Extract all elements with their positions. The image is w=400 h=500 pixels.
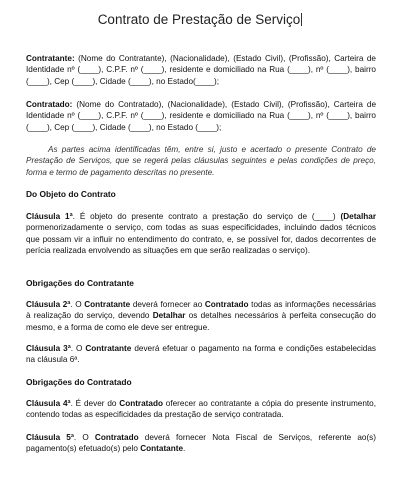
clause-2-bold-b: Contratado bbox=[204, 300, 249, 309]
clause-4-text-a: . É dever do bbox=[70, 399, 120, 408]
preamble-paragraph: As partes acima identificadas têm, entre si, justo e acertado o presente Contrato de Prestação de Serviços, que se regerá pelas cláusulas seguintes e pelas condições de preço, forma e termo de pagamento descritas no presente. bbox=[26, 145, 376, 177]
clause-2-bold-c: Detalhar bbox=[152, 311, 186, 321]
contratado-text: (Nome do Contratado), (Nacionalidade), (Estado Civil), (Profissão), Carteira de Identidade nº (____), C.P.F. nº (____), residente e domiciliado na Rua (____), nº (____), bairro (____), Cep (____), Cidade (____), no Estado (____); bbox=[26, 100, 376, 132]
clause-2 bbox=[26, 299, 376, 333]
contratado-label: Contratado: bbox=[26, 100, 73, 109]
contratante-paragraph bbox=[26, 53, 376, 87]
clause-3-label: Cláusula 3ª bbox=[26, 344, 71, 353]
clause-4-text-b: oferecer ao contratante a cópia do presente instrumento, contendo todas as especificidades da prestação de serviço contratada. bbox=[26, 399, 376, 420]
clause-5-label: Cláusula 5ª bbox=[26, 433, 74, 442]
clause-1-label: Cláusula 1ª bbox=[26, 212, 73, 221]
contratado-paragraph bbox=[26, 99, 376, 133]
clause-5-bold-a: Contratado bbox=[94, 433, 139, 442]
clause-5-text-c: . bbox=[183, 444, 186, 454]
clause-2-text-a: . O bbox=[70, 300, 85, 309]
document-title bbox=[0, 12, 400, 27]
clause-5-text-a: . O bbox=[73, 433, 95, 442]
clause-3-text-a: . O bbox=[70, 344, 86, 353]
section-heading-obrig-contratante: Obrigações do Contratante bbox=[26, 278, 134, 288]
section-heading-obrig-contratado: Obrigações do Contratado bbox=[26, 377, 132, 387]
clause-4-bold-a: Contratado bbox=[119, 399, 163, 408]
clause-2-bold-a: Contratante bbox=[84, 300, 131, 309]
clause-5-bold-b: Contatante bbox=[140, 444, 184, 454]
clause-5 bbox=[26, 432, 376, 455]
clause-3 bbox=[26, 343, 376, 366]
contratante-text: (Nome do Contratante), (Nacionalidade), (Estado Civil), (Profissão), Carteira de Identidade nº (____), C.P.F. nº (____), residente e domiciliado na Rua (____), nº (____), bairro (____), Cep (____), Cidade (____), no Estado(____); bbox=[26, 54, 376, 86]
clause-2-text-b: deverá fornecer ao bbox=[130, 300, 205, 309]
clause-2-text-c: todas as informações necessárias à realização do serviço, devendo bbox=[26, 300, 377, 321]
contratante-label: Contratante: bbox=[26, 54, 75, 63]
clause-1 bbox=[26, 211, 376, 256]
clause-3-text-b: deverá efetuar o pagamento na forma e condições estabelecidas na cláusula 6ª. bbox=[26, 344, 376, 365]
clause-3-bold-a: Contratante bbox=[85, 344, 132, 353]
text-cursor bbox=[301, 13, 302, 26]
clause-2-text-d: os detalhes necessários à perfeita consecução do mesmo, e a forma de como ele deve ser entregue. bbox=[26, 311, 376, 332]
section-heading-objeto: Do Objeto do Contrato bbox=[26, 189, 116, 199]
clause-4-label: Cláusula 4ª bbox=[26, 399, 71, 408]
clause-2-label: Cláusula 2ª bbox=[26, 300, 71, 309]
clause-1-bold: (Detalhar bbox=[340, 212, 377, 221]
clause-1-text-a: . É objeto do presente contrato a prestação do serviço de (____) bbox=[72, 212, 341, 221]
clause-1-text-b: pormenorizadamente o serviço, com todas as suas especificidades, incluindo dados técnicos que possam vir a influir no entendimento do contrato, e, se possível for, dados decorrentes de perícia realizada envolvendo as situações em que serão realizadas o serviço). bbox=[26, 223, 376, 255]
title-text: Contrato de Prestação de Serviço bbox=[97, 12, 301, 27]
clause-4 bbox=[26, 398, 376, 421]
clause-5-text-b: deverá fornecer Nota Fiscal de Serviços, referente ao(s) pagamento(s) efetuado(s) pelo bbox=[26, 433, 376, 454]
